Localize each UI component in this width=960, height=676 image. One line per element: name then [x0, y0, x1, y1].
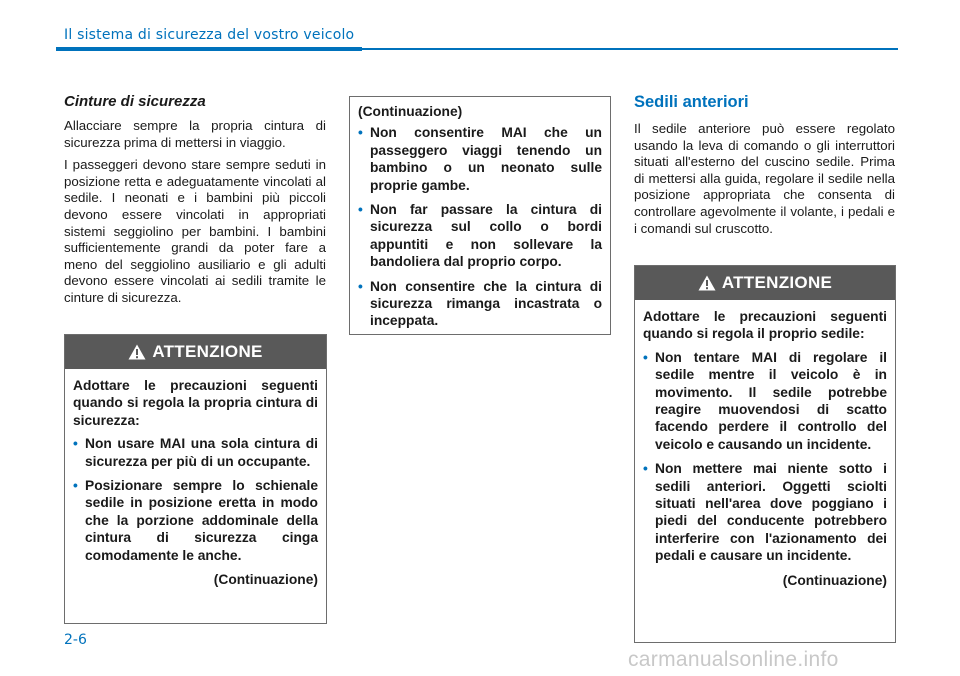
warning-title: ATTENZIONE	[152, 342, 263, 361]
warning-title: ATTENZIONE	[721, 273, 833, 292]
warning-triangle-icon	[128, 344, 146, 360]
left-column	[64, 93, 326, 313]
warning-intro: Adottare le precauzioni seguenti quando si regola il proprio sedile:	[643, 309, 887, 342]
bullet-dot-icon: •	[358, 202, 363, 218]
warning-intro: Adottare le precauzioni seguenti quando si regola la propria cintura di sicurezza:	[73, 378, 318, 428]
bullet-dot-icon: •	[73, 478, 78, 494]
header-rule-thick	[56, 47, 362, 51]
continued-label: (Continuazione)	[213, 572, 318, 588]
warning-bullet: • Non consentire che la cintura di sicurezza rimanga incastrata o inceppata.	[358, 278, 602, 329]
seatbelt-heading: Cinture di sicurezza	[64, 93, 206, 110]
watermark: carmanualsonline.info	[628, 648, 839, 671]
seatbelt-warning-box	[64, 334, 327, 624]
seatbelt-paragraph-2: I passeggeri devono stare sempre seduti in posizione retta e adeguatamente vincolati al sedile. I neonati e i bambini più piccoli devono essere vincolati in appropriati sistemi seggiolino per bambini. I bambini sufficientemente grandi da poter fare a meno del seggiolino ausiliario e gli adulti devono essere vincolati ai sedili tramite le cinture di sicurezza.	[64, 157, 326, 305]
warning-header	[635, 266, 895, 300]
header-rule-thin	[362, 48, 898, 50]
warning-bullet: • Non usare MAI una sola cintura di sicurezza per più di un occupante.	[73, 436, 318, 469]
warning-triangle-icon	[698, 275, 716, 291]
warning-bullet: • Non consentire MAI che un passeggero viaggi tenendo un bambino o un neonato sulle proprie gambe.	[358, 125, 602, 193]
bullet-dot-icon: •	[643, 349, 648, 365]
seat-warning-box	[634, 265, 896, 643]
warning-bullet: • Posizionare sempre lo schienale sedile in posizione eretta in modo che la porzione addominale della cintura di sicurezza cinga comodamente le anche.	[73, 478, 318, 563]
bullet-dot-icon: •	[643, 461, 648, 477]
header-title: Il sistema di sicurezza del vostro veicolo	[64, 27, 355, 43]
bullet-dot-icon: •	[73, 436, 78, 452]
right-column	[634, 93, 895, 243]
front-seats-heading: Sedili anteriori	[634, 93, 749, 111]
warning-bullet: • Non mettere mai niente sotto i sedili anteriori. Oggetti sciolti situati nell'area dove poggiano i piedi del conducente potrebbero interferire con l'azionamento dei pedali e causare un incidente.	[643, 461, 887, 564]
warning-bullet: • Non far passare la cintura di sicurezza sul collo o bordi appuntiti e non sollevare la bandoliera dal proprio corpo.	[358, 202, 602, 270]
front-seats-paragraph: Il sedile anteriore può essere regolato usando la leva di comando o gli interruttori situati all'esterno del cuscino sedile. Prima di mettersi alla guida, regolare il sedile nella posizione appropriata che consenta di controllare agevolmente il volante, i pedali e i comandi sul cruscotto.	[634, 121, 895, 236]
bullet-dot-icon: •	[358, 278, 363, 294]
bullet-dot-icon: •	[358, 125, 363, 141]
continued-label: (Continuazione)	[782, 572, 887, 588]
continued-heading: (Continuazione)	[358, 104, 463, 119]
seatbelt-paragraph-1: Allacciare sempre la propria cintura di sicurezza prima di mettersi in viaggio.	[64, 118, 326, 150]
warning-header	[65, 335, 326, 369]
page-number: 2-6	[64, 632, 87, 648]
continued-warning-box	[349, 96, 611, 335]
warning-bullet: • Non tentare MAI di regolare il sedile mentre il veicolo è in movimento. Il sedile potrebbe reagire muovendosi di scatto facendo perdere il controllo del veicolo e causando un incidente.	[643, 349, 887, 452]
